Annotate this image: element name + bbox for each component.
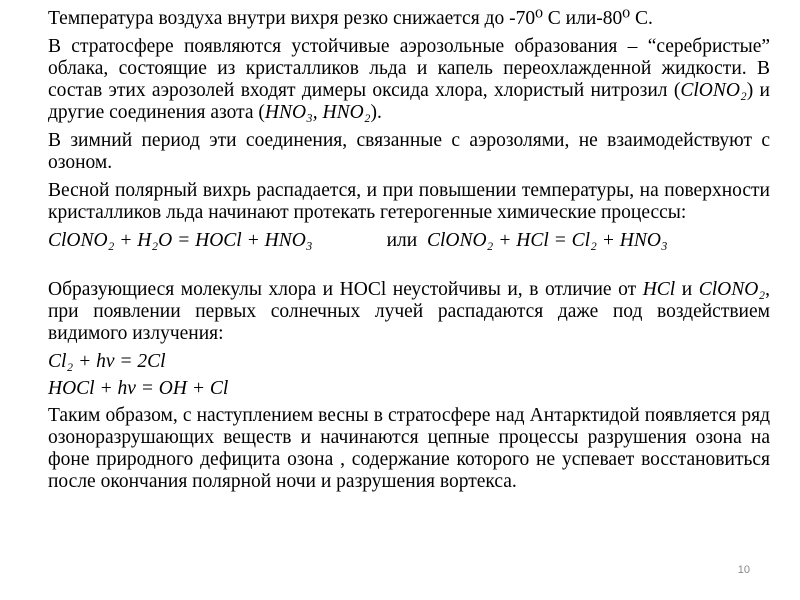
equation-or: или: [386, 230, 418, 251]
paragraph-chlorine-text-a: Образующиеся молекулы хлора и HOCl неустойчивы и, в отличие от: [48, 279, 643, 300]
paragraph-chlorine: [48, 279, 770, 345]
paragraph-temperature: Температура воздуха внутри вихря резко снижается до -70⁰ С или-80⁰ С.: [48, 8, 653, 29]
paragraph-chlorine-text-c: , при появлении первых солнечных лучей распадаются даже под воздействием видимого излучения:: [48, 279, 770, 344]
equation-right: ClONO₂ + HCl = Cl₂ + HNO₃: [426, 230, 668, 251]
paragraph-aerosols: [48, 36, 770, 124]
paragraph-chlorine-text-b: и: [675, 279, 699, 300]
formula-hno3-hno2: HNO₃, HNO₂: [264, 102, 371, 123]
paragraph-aerosols-text-b: ) и другие соединения азота (: [48, 80, 770, 123]
equation-heterogeneous: [48, 230, 770, 252]
page-number: 10: [737, 564, 750, 576]
equation-cl2-photolysis: Cl₂ + hν = 2Cl: [48, 351, 166, 372]
paragraph-aerosols-text-c: ).: [370, 102, 382, 123]
equation-hocl-photolysis: HOCl + hν = OH + Cl: [48, 378, 229, 399]
paragraph-spring: Весной полярный вихрь распадается, и при повышении температуры, на поверхности кристалликов льда начинают протекать гетерогенные химические процессы:: [48, 180, 770, 223]
paragraph-winter: В зимний период эти соединения, связанные с аэрозолями, не взаимодействуют с озоном.: [48, 130, 770, 173]
equation-left: ClONO₂ + H₂O = HOCl + HNO₃: [48, 230, 313, 251]
slide-content: [48, 8, 770, 499]
paragraph-aerosols-text-a: В стратосфере появляются устойчивые аэрозольные образования – “серебристые” облака, состоящие из кристалликов льда и капель переохлажденной жидкости. В состав этих аэрозолей входят димеры оксида хлора, хлористый нитрозил (: [48, 36, 770, 101]
formula-hcl: HCl: [642, 279, 676, 300]
formula-clono2-2: ClONO₂: [698, 279, 766, 300]
paragraph-conclusion: Таким образом, с наступлением весны в стратосфере над Антарктидой появляется ряд озоноразрушающих веществ и начинаются цепные процессы разрушения озона на фоне природного дефицита озона , содержание которого не успевает восстановиться после окончания полярной ночи и разрушения вортекса.: [48, 405, 770, 492]
formula-clono2: ClONO₂: [680, 80, 747, 101]
